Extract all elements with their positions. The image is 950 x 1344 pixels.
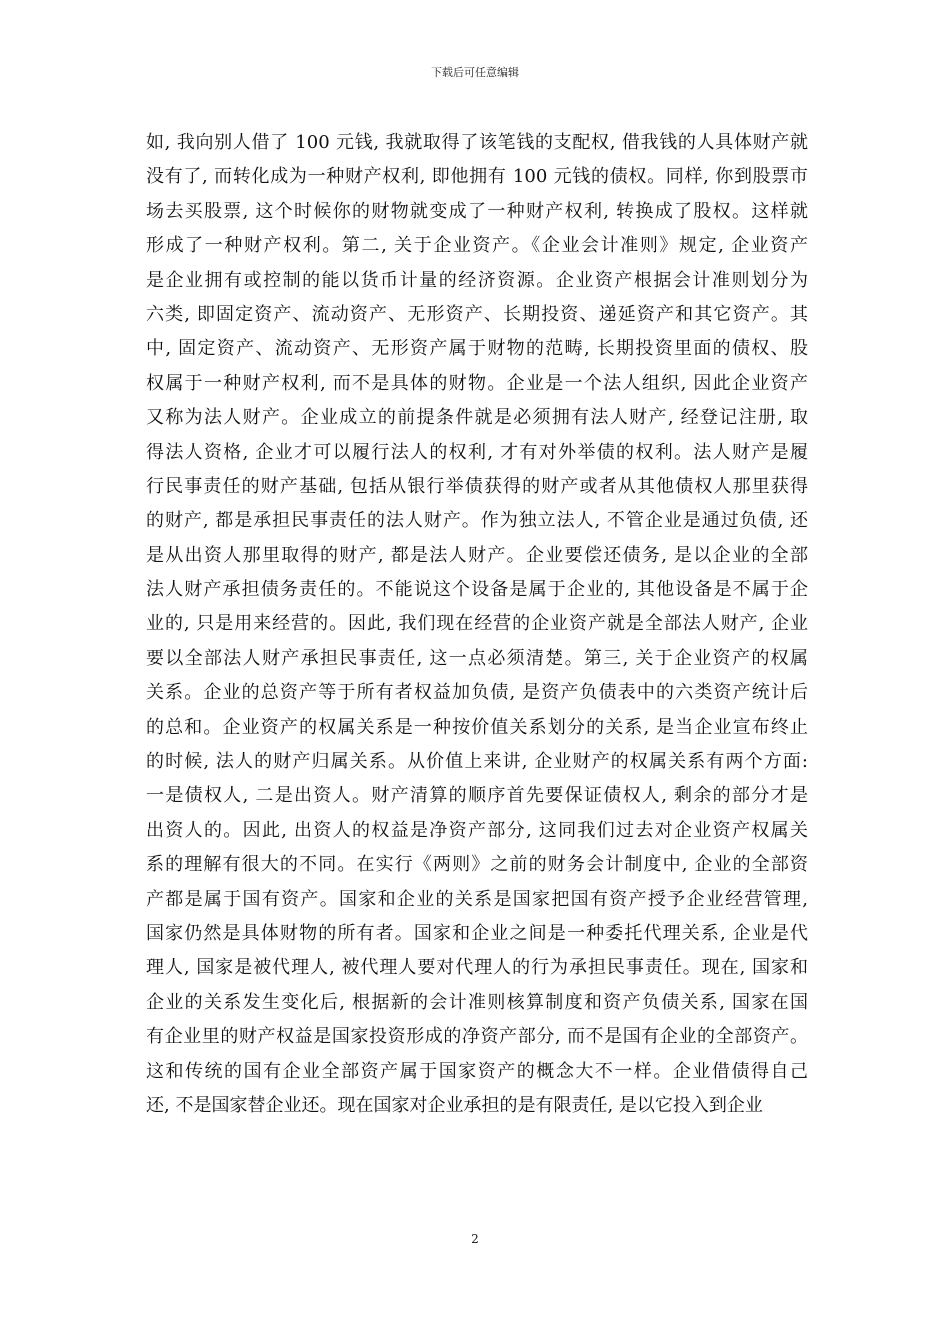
text-line: 形成了一种财产权利。第二, 关于企业资产。《企业会计准则》规定, 企业资产 bbox=[146, 235, 808, 257]
text-line: 系的理解有很大的不同。在实行《两则》之前的财务会计制度中, 企业的全部资 bbox=[146, 854, 808, 876]
text-line: 这和传统的国有企业全部资产属于国家资产的概念大不一样。企业借债得自己 bbox=[146, 1060, 808, 1082]
text-line: 中, 固定资产、流动资产、无形资产属于财物的范畴, 长期投资里面的债权、股 bbox=[146, 338, 808, 360]
text-line: 是企业拥有或控制的能以货币计量的经济资源。企业资产根据会计准则划分为 bbox=[146, 269, 808, 291]
text-line: 有企业里的财产权益是国家投资形成的净资产部分, 而不是国有企业的全部资产。 bbox=[146, 1026, 808, 1048]
text-line: 行民事责任的财产基础, 包括从银行举债获得的财产或者从其他债权人那里获得 bbox=[146, 475, 808, 497]
text-line: 理人, 国家是被代理人, 被代理人要对代理人的行为承担民事责任。现在, 国家和 bbox=[146, 957, 808, 979]
text-line: 是从出资人那里取得的财产, 都是法人财产。企业要偿还债务, 是以企业的全部 bbox=[146, 544, 808, 566]
text-line: 六类, 即固定资产、流动资产、无形资产、长期投资、递延资产和其它资产。其 bbox=[146, 303, 808, 325]
body-paragraph bbox=[146, 126, 808, 1123]
text-line: 场去买股票, 这个时候你的财物就变成了一种财产权利, 转换成了股权。这样就 bbox=[146, 200, 808, 222]
text-line: 的总和。企业资产的权属关系是一种按价值关系划分的关系, 是当企业宣布终止 bbox=[146, 716, 808, 738]
text-line: 得法人资格, 企业才可以履行法人的权利, 才有对外举债的权利。法人财产是履 bbox=[146, 441, 808, 463]
text-line: 国家仍然是具体财物的所有者。国家和企业之间是一种委托代理关系, 企业是代 bbox=[146, 922, 808, 944]
text-line: 业的, 只是用来经营的。因此, 我们现在经营的企业资产就是全部法人财产, 企业 bbox=[146, 613, 808, 635]
text-line: 要以全部法人财产承担民事责任, 这一点必须清楚。第三, 关于企业资产的权属 bbox=[146, 647, 808, 669]
text-line: 权属于一种财产权利, 而不是具体的财物。企业是一个法人组织, 因此企业资产 bbox=[146, 372, 808, 394]
text-line: 企业的关系发生变化后, 根据新的会计准则核算制度和资产负债关系, 国家在国 bbox=[146, 991, 808, 1013]
text-line: 关系。企业的总资产等于所有者权益加负债, 是资产负债表中的六类资产统计后 bbox=[146, 682, 808, 704]
text-line: 法人财产承担债务责任的。不能说这个设备是属于企业的, 其他设备是不属于企 bbox=[146, 579, 808, 601]
text-line: 还, 不是国家替企业还。现在国家对企业承担的是有限责任, 是以它投入到企业 bbox=[146, 1094, 763, 1116]
text-line: 如, 我向别人借了 100 元钱, 我就取得了该笔钱的支配权, 借我钱的人具体财产就 bbox=[146, 132, 808, 153]
text-line: 的时候, 法人的财产归属关系。从价值上来讲, 企业财产的权属关系有两个方面: bbox=[146, 751, 808, 773]
page-number: 2 bbox=[471, 1232, 479, 1246]
text-line: 的财产, 都是承担民事责任的法人财产。作为独立法人, 不管企业是通过负债, 还 bbox=[146, 510, 808, 532]
text-line: 又称为法人财产。企业成立的前提条件就是必须拥有法人财产, 经登记注册, 取 bbox=[146, 407, 808, 429]
text-line: 产都是属于国有资产。国家和企业的关系是国家把国有资产授予企业经营管理, bbox=[146, 888, 808, 910]
text-line: 出资人的。因此, 出资人的权益是净资产部分, 这同我们过去对企业资产权属关 bbox=[146, 819, 808, 841]
text-line: 一是债权人, 二是出资人。财产清算的顺序首先要保证债权人, 剩余的部分才是 bbox=[146, 785, 808, 807]
page-header: 下载后可任意编辑 bbox=[431, 66, 519, 79]
text-line: 没有了, 而转化成为一种财产权利, 即他拥有 100 元钱的债权。同样, 你到股票市 bbox=[146, 166, 808, 188]
